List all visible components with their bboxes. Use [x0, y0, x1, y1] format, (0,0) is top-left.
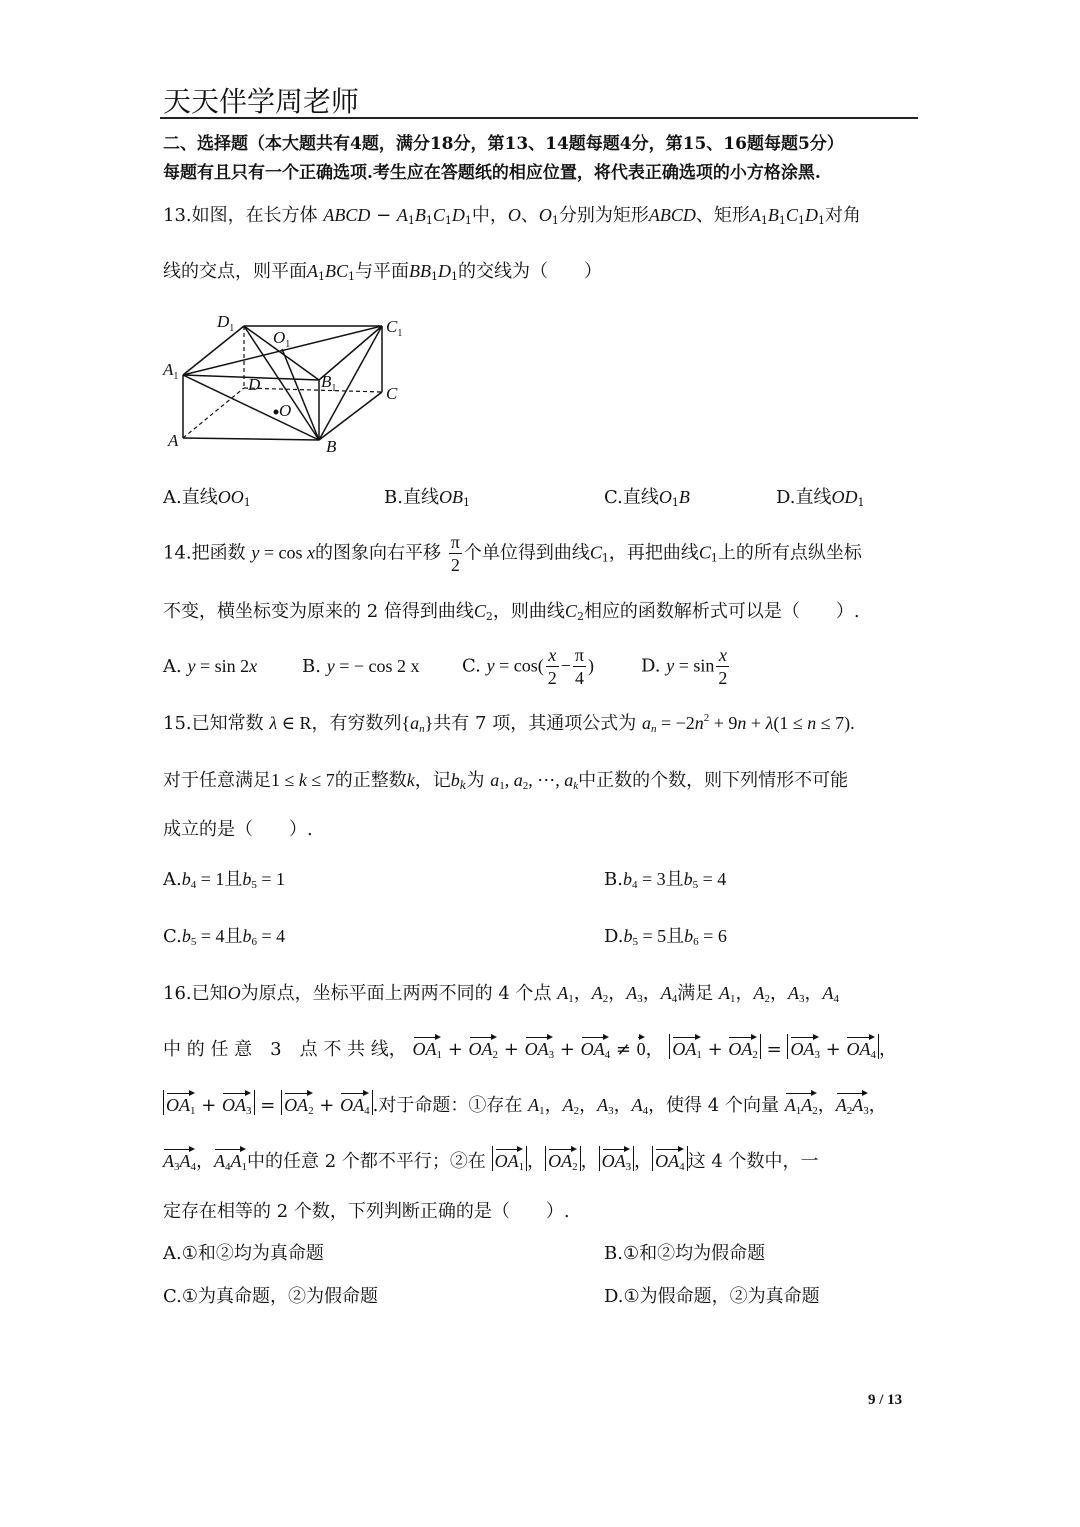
- point-o: [274, 410, 279, 415]
- section-instruction: 每题有且只有一个正确选项.考生应在答题纸的相应位置，将代表正确选项的小方格涂黑.: [163, 163, 821, 183]
- q16-line-3: $OA_1 + OA_3 = OA_2 + OA_4$ .对于命题：①存在 $A_1$，$A_2$，$A_3$，$A_4$，使得 4 个向量 $A_1A_2$，$A_2A_3$，: [163, 1090, 887, 1115]
- q16-line-1: 16.已知O为原点，坐标平面上两两不同的 4 个点 $A_1$，$A_2$，$A_3$，$A_4$满足 $A_1$，$A_2$，$A_3$，$A_4$: [163, 983, 840, 1005]
- q14-line-2: 不变，横坐标变为原来的 2 倍得到曲线$C_2$，则曲线$C_2$相应的函数解析式可以是（ ）.: [163, 601, 860, 623]
- section-heading: 二、选择题（本大题共有4题，满分18分，第13、14题每题4分，第15、16题每题5分）: [163, 134, 844, 154]
- q15-option-b[interactable]: $B.b_4 = 3$且$b_5 = 4$: [604, 869, 727, 891]
- q13-option-c[interactable]: C.直线$O_1B$: [604, 487, 690, 509]
- q13-option-a[interactable]: A.直线$OO_1$: [163, 487, 251, 509]
- q13-line-2: 线的交点，则平面$A_1BC_1$与平面$BB_1D_1$的交线为（ ）: [163, 261, 603, 283]
- label-c: C: [386, 384, 398, 403]
- q14-option-c[interactable]: C. y = cos( $\frac{x}{2}$ − $\frac{\pi}{4}$ ): [462, 645, 594, 688]
- q15-option-d[interactable]: $D.b_5 = 5$且$b_6 = 6$: [604, 926, 727, 948]
- q15-line-3: 成立的是（ ）.: [163, 819, 313, 840]
- q15-line-1: 15.已知常数 λ ∈ R，有穷数列$\{a_n\}$共有 7 项，其通项公式为 $a_n = -2n^2 + 9n + \lambda(1 \le n \le 7)$.: [163, 712, 855, 735]
- label-d: D: [248, 375, 261, 394]
- q15-option-a[interactable]: $A.b_4 = 1$且$b_5 = 1$: [163, 869, 286, 891]
- page-header-title: 天天伴学周老师: [163, 85, 360, 118]
- page-number: 9 / 13: [868, 1392, 903, 1408]
- q16-option-b[interactable]: B.①和②均为假命题: [604, 1243, 766, 1264]
- q15-line-2: 对于任意满足1 ≤ k ≤ 7的正整数k，记$b_k$为 $a_1$, $a_2$, ⋯, $a_k$中正数的个数，则下列情形不可能: [163, 770, 849, 792]
- q13-option-b[interactable]: B.直线$OB_1$: [384, 487, 470, 509]
- header-rule: [160, 117, 918, 119]
- q16-option-d[interactable]: D.①为假命题，②为真命题: [604, 1286, 820, 1307]
- label-a1: $A_1$: [163, 360, 179, 382]
- label-o: O: [279, 401, 292, 420]
- label-c1: $C_1$: [386, 317, 403, 339]
- cuboid-figure: [160, 305, 420, 465]
- q14-line-1: 14.把函数 y = cos x的图象向右平移 $\frac{\pi}{2}$ 个单位得到曲线$C_1$，再把曲线$C_1$上的所有点纵坐标: [163, 532, 862, 575]
- q15-option-c[interactable]: $C.b_5 = 4$且$b_6 = 4$: [163, 926, 286, 948]
- label-b1: $B_1$: [321, 372, 337, 394]
- q13-line-1: 13.如图，在长方体 ABCD − $A_1B_1C_1D_1$中，O、$O_1$分别为矩形ABCD、矩形$A_1B_1C_1D_1$对角: [163, 205, 861, 227]
- q13-option-d[interactable]: D.直线$OD_1$: [776, 487, 865, 509]
- label-o1: $O_1$: [273, 328, 291, 350]
- q16-line-2: 中 的 任 意 3 点 不 共 线， $OA_1 + OA_2 + OA_3 + OA_4 \ne 0$， $OA_1 + OA_2 = OA_3 + OA_4$ ，: [163, 1034, 897, 1059]
- q16-option-c[interactable]: C.①为真命题，②为假命题: [163, 1286, 378, 1307]
- q14-option-d[interactable]: D. y = sin $\frac{x}{2}$: [641, 645, 728, 688]
- label-a: A: [168, 431, 179, 450]
- q14-option-a[interactable]: A. y = sin 2x: [163, 656, 258, 677]
- q16-line-5: 定存在相等的 2 个数，下列判断正确的是（ ）.: [163, 1201, 570, 1222]
- q16-option-a[interactable]: A.①和②均为真命题: [163, 1243, 324, 1264]
- q16-line-4: $A_3A_4$，$A_4A_1$中的任意 2 个都不平行；②在 $OA_1$ ， $OA_2$ ， $OA_3$ ， $OA_4$ 这 4 个数中，一: [163, 1146, 819, 1171]
- label-b: B: [326, 437, 337, 456]
- label-d1: $D_1$: [217, 312, 235, 334]
- q14-option-b[interactable]: B. y = − cos 2 x: [302, 656, 420, 677]
